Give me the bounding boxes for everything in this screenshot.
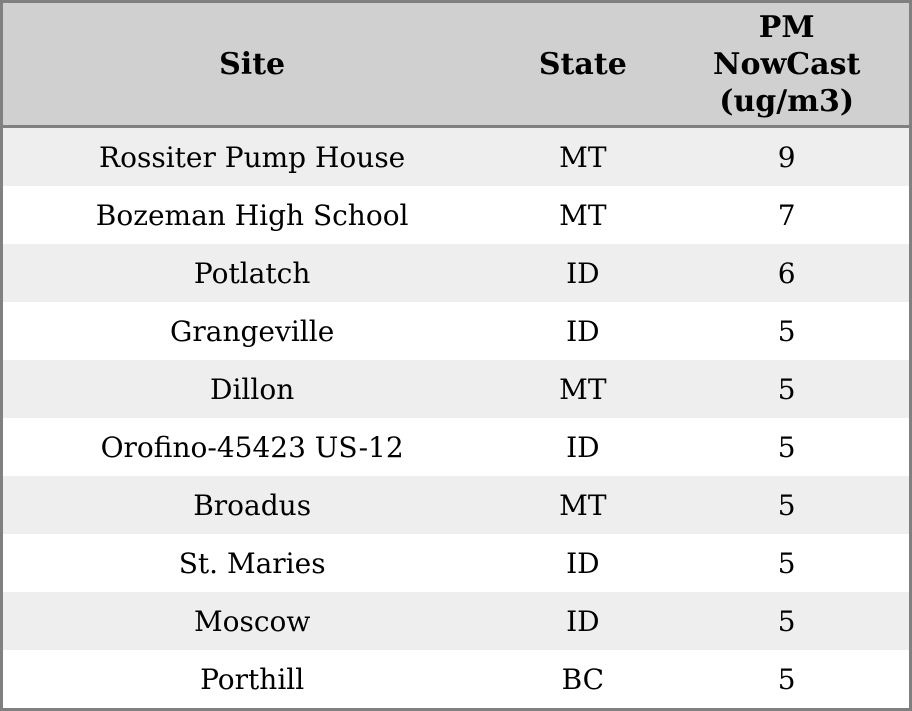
- table-row: [3, 186, 909, 244]
- table-row: [3, 360, 909, 418]
- state-cell: ID: [566, 604, 600, 638]
- state-cell: ID: [566, 430, 600, 464]
- header-site: Site: [3, 3, 501, 127]
- site-cell: Broadus: [193, 488, 312, 522]
- header-pm-nowcast-label: PM NowCast (ug/m3): [713, 9, 861, 119]
- table-row: [3, 127, 909, 187]
- pm-value-cell: 6: [777, 256, 796, 290]
- table-row: [3, 418, 909, 476]
- pm-value-cell: 5: [777, 314, 796, 348]
- pm-value-cell: 5: [777, 546, 796, 580]
- table-row: [3, 302, 909, 360]
- site-cell: St. Maries: [178, 546, 326, 580]
- site-cell: Bozeman High School: [95, 198, 409, 232]
- state-cell: ID: [566, 546, 600, 580]
- state-cell: MT: [559, 198, 607, 232]
- site-cell: Porthill: [200, 662, 305, 696]
- table-row: [3, 476, 909, 534]
- table-header: [3, 3, 909, 127]
- pm-value-cell: 7: [777, 198, 796, 232]
- pm-value-cell: 5: [777, 604, 796, 638]
- table-row: [3, 650, 909, 708]
- pm-value-cell: 5: [777, 430, 796, 464]
- table-row: [3, 592, 909, 650]
- site-cell: Rossiter Pump House: [99, 140, 406, 174]
- header-state: State: [501, 3, 664, 127]
- table-row: [3, 244, 909, 302]
- site-cell: Moscow: [193, 604, 311, 638]
- state-cell: MT: [559, 488, 607, 522]
- pm-value-cell: 5: [777, 372, 796, 406]
- table-row: [3, 534, 909, 592]
- table-body: [3, 127, 909, 709]
- pm-nowcast-table: [3, 3, 909, 708]
- state-cell: ID: [566, 314, 600, 348]
- state-cell: MT: [559, 140, 607, 174]
- pm-value-cell: 9: [777, 140, 796, 174]
- state-cell: ID: [566, 256, 600, 290]
- header-row: [3, 3, 909, 127]
- state-cell: MT: [559, 372, 607, 406]
- pm-value-cell: 5: [777, 488, 796, 522]
- site-cell: Dillon: [210, 372, 295, 406]
- site-cell: Potlatch: [193, 256, 311, 290]
- pm-value-cell: 5: [777, 662, 796, 696]
- site-cell: Orofino-45423 US-12: [100, 430, 404, 464]
- header-pm-nowcast: [664, 3, 909, 127]
- state-cell: BC: [561, 662, 605, 696]
- site-cell: Grangeville: [170, 314, 335, 348]
